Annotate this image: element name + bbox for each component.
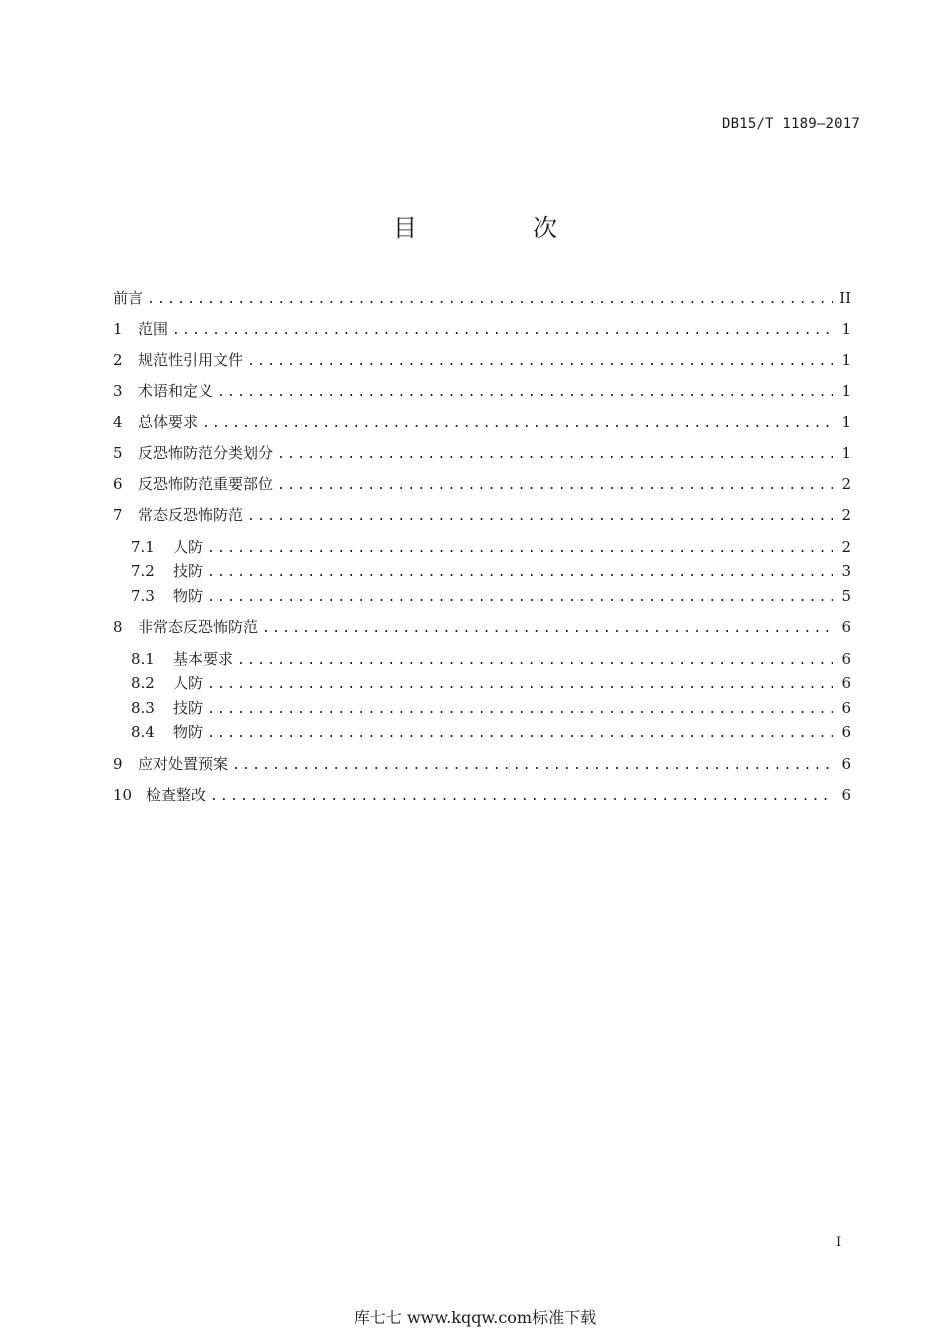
toc-entry-number: 9 (113, 755, 123, 773)
toc-entry-number: 1 (113, 320, 123, 338)
toc-entry[interactable] (113, 535, 851, 559)
dot-leader (217, 381, 833, 405)
toc-title: 目 次 (393, 214, 603, 242)
dot-leader (207, 586, 833, 610)
toc-entry-number: 2 (113, 351, 123, 369)
toc-entry[interactable] (113, 671, 851, 695)
toc-entry-page: 6 (841, 618, 851, 636)
toc-entry[interactable] (113, 410, 851, 434)
toc-entry-number: 8.3 (131, 699, 155, 717)
toc-entry-label: 总体要求 (138, 413, 199, 431)
page-number: I (836, 1235, 842, 1250)
toc-entry-number: 8.4 (131, 723, 155, 741)
toc-entry-label: 规范性引用文件 (138, 351, 244, 369)
toc-entry[interactable] (113, 472, 851, 496)
toc-entry[interactable] (113, 441, 851, 465)
toc-entry-page: 6 (841, 723, 851, 741)
toc-entry-label: 物防 (173, 587, 204, 605)
dot-leader (207, 537, 833, 561)
toc-entry[interactable] (113, 584, 851, 608)
toc-entry-label: 范围 (138, 320, 169, 338)
dot-leader (207, 698, 833, 722)
toc-entry-page: 1 (841, 413, 851, 431)
toc-entry[interactable] (113, 783, 851, 807)
toc-entry-number: 4 (113, 413, 123, 431)
toc-entry-number: 8 (113, 618, 123, 636)
toc-entry-label: 人防 (173, 674, 204, 692)
footer-watermark: 库七七 www.kqqw.com标准下载 (353, 1308, 597, 1327)
toc-entry-page: 6 (841, 650, 851, 668)
toc-entry[interactable] (113, 559, 851, 583)
dot-leader (237, 649, 833, 673)
toc-entry-page: 1 (841, 351, 851, 369)
toc-entry-label: 反恐怖防范重要部位 (138, 475, 274, 493)
toc-entry-page: 3 (841, 562, 851, 580)
toc-entry[interactable] (113, 503, 851, 527)
toc-entry-number: 10 (113, 786, 133, 804)
toc-entry-label: 术语和定义 (138, 382, 214, 400)
toc-entry-label: 人防 (173, 538, 204, 556)
toc-entry-number: 7.3 (131, 587, 155, 605)
toc-entry[interactable] (113, 348, 851, 372)
toc-entry[interactable] (113, 379, 851, 403)
dot-leader (262, 617, 833, 641)
toc-entry-label: 技防 (173, 699, 204, 717)
dot-leader (207, 722, 833, 746)
toc-entry-label: 应对处置预案 (138, 755, 229, 773)
toc-entry[interactable] (113, 752, 851, 776)
toc-entry-page: 6 (841, 699, 851, 717)
toc-entry-number: 7.2 (131, 562, 155, 580)
toc-entry-number: 8.1 (131, 650, 155, 668)
toc-entry[interactable] (113, 720, 851, 744)
dot-leader (210, 785, 833, 809)
dot-leader (202, 412, 833, 436)
toc-entry-page: 5 (841, 587, 851, 605)
toc-entry[interactable] (113, 696, 851, 720)
toc-entry-label: 常态反恐怖防范 (138, 506, 244, 524)
dot-leader (277, 474, 833, 498)
toc-entry-label: 前言 (113, 289, 144, 307)
toc-entry[interactable] (113, 286, 851, 310)
toc-entry-label: 技防 (173, 562, 204, 580)
dot-leader (232, 754, 833, 778)
toc-entry-number: 6 (113, 475, 123, 493)
toc-entry-page: 6 (841, 786, 851, 804)
toc-entry-page: 1 (841, 444, 851, 462)
toc-entry-page: 1 (841, 320, 851, 338)
toc-entry[interactable] (113, 647, 851, 671)
dot-leader (247, 505, 833, 529)
document-code: DB15/T 1189—2017 (721, 116, 860, 132)
toc-entry-page: 1 (841, 382, 851, 400)
dot-leader (207, 561, 833, 585)
toc-entry-page: II (839, 289, 851, 307)
toc-entry-label: 物防 (173, 723, 204, 741)
dot-leader (172, 319, 833, 343)
toc-entry-number: 8.2 (131, 674, 155, 692)
toc-entry-number: 7.1 (131, 538, 155, 556)
toc-entry-label: 非常态反恐怖防范 (138, 618, 259, 636)
toc-entry-label: 反恐怖防范分类划分 (138, 444, 274, 462)
toc-entry-label: 检查整改 (146, 786, 207, 804)
dot-leader (277, 443, 833, 467)
dot-leader (147, 288, 833, 312)
toc-entry-page: 2 (841, 506, 851, 524)
dot-leader (207, 673, 833, 697)
toc-entry-page: 2 (841, 475, 851, 493)
toc-entry-page: 6 (841, 674, 851, 692)
toc-entry-label: 基本要求 (173, 650, 234, 668)
toc-entry[interactable] (113, 317, 851, 341)
toc-entry-number: 3 (113, 382, 123, 400)
toc-entry-page: 6 (841, 755, 851, 773)
toc-entry-number: 5 (113, 444, 123, 462)
toc-entry[interactable] (113, 615, 851, 639)
dot-leader (247, 350, 833, 374)
toc-entry-number: 7 (113, 506, 123, 524)
toc-entry-page: 2 (841, 538, 851, 556)
